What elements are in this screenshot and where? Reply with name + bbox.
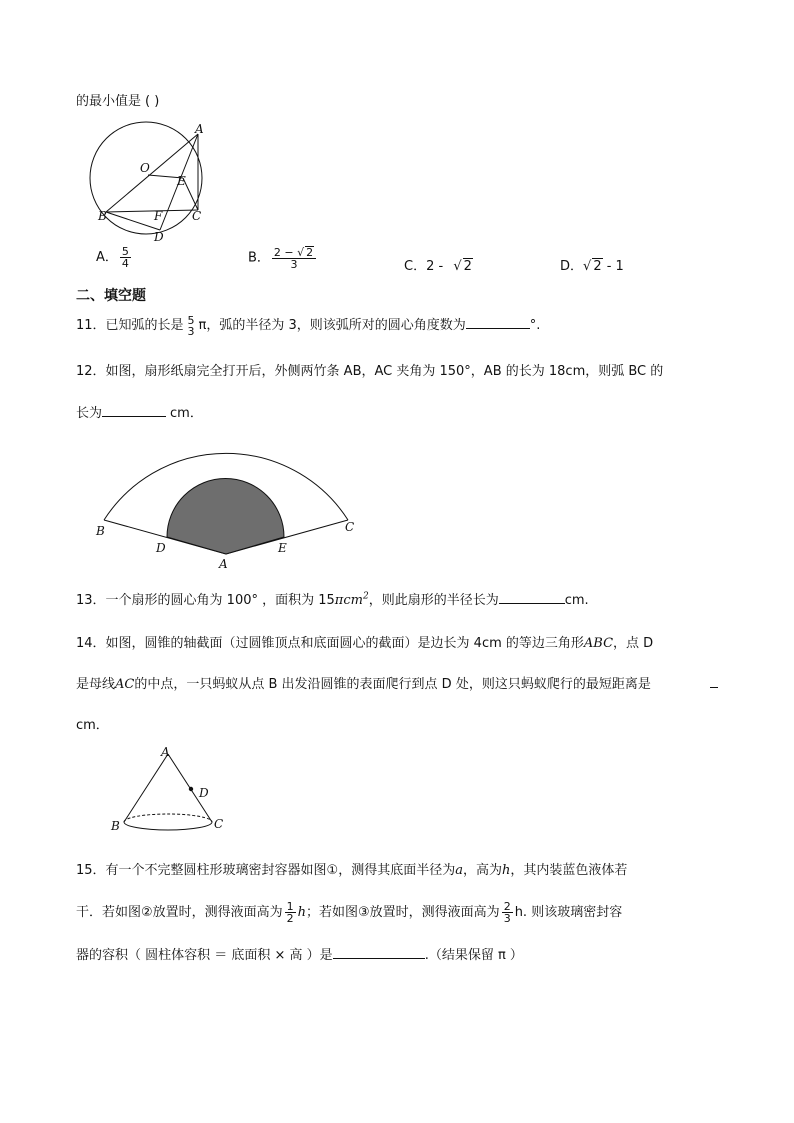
sqrt-symbol: √: [453, 259, 462, 274]
q12-line1: 12．如图，扇形纸扇完全打开后，外侧两竹条 AB，AC 夹角为 150°，AB 的长为 18cm，则弧 BC 的: [76, 364, 664, 379]
label-B: B: [96, 524, 105, 538]
q15-line1: 15．有一个不完整圆柱形玻璃密封容器如图①，测得其底面半径为a，高为h，其内装蓝色液体若: [76, 863, 628, 878]
label-D: D: [156, 541, 166, 555]
q14-line1: 14．如图，圆锥的轴截面（过圆锥顶点和底面圆心的截面）是边长为 4cm 的等边三角形ABC，点 D: [76, 636, 654, 651]
option-a[interactable]: A． $\frac{5}{4}$: [96, 245, 129, 270]
answer-blank[interactable]: [466, 315, 530, 329]
label-E: E: [177, 174, 186, 188]
fraction: $\frac{5}{4}$: [121, 245, 129, 270]
answer-blank[interactable]: [333, 945, 425, 959]
label-A: A: [219, 557, 228, 568]
q14-cone-figure: [106, 744, 236, 836]
label-D: D: [199, 786, 209, 800]
label-E: E: [278, 541, 287, 555]
answer-parenthesis: ( ): [145, 94, 160, 109]
section-title: 二、填空题: [76, 288, 146, 304]
q15-line3: 器的容积（ 圆柱体容积 ＝ 底面积 × 高 ）是 .（结果保留 π ）: [76, 944, 523, 963]
label-O: O: [140, 161, 150, 175]
q13: 13．一个扇形的圆心角为 100° ，面积为 15πcm$^2$，则此扇形的半径长为 cm.: [76, 591, 589, 608]
answer-blank[interactable]: [499, 590, 565, 604]
label-A: A: [161, 745, 170, 759]
label-C: C: [214, 817, 224, 831]
q14-line3: cm．: [76, 718, 109, 733]
sqrt-symbol: √: [583, 259, 592, 274]
q10-question-tail: 的最小值是 ( ): [76, 94, 160, 109]
q15-line2: 干．若如图②放置时，测得液面高为 $\frac{1}{2}$ h；若如图③放置时，测得液面高为 $\frac{2}{3}$ h. 则该玻璃密封容: [76, 900, 623, 925]
q10-circle-figure: [88, 120, 218, 245]
q12-line2: 长为 cm．: [76, 402, 203, 421]
q11: 11．已知弧的长是 5 3 π，弧的半径为 3，则该弧所对的圆心角度数为 °.: [76, 313, 541, 338]
label-C: C: [345, 520, 355, 534]
answer-blank[interactable]: [710, 674, 718, 688]
label-B: B: [98, 209, 107, 223]
label-C: C: [192, 209, 202, 223]
option-b[interactable]: B． $\frac{2 - √ 2}{3}$: [248, 246, 318, 270]
q14-line2: 是母线AC的中点，一只蚂蚁从点 B 出发沿圆锥的表面爬行到点 D 处，则这只蚂蚁爬行的最短距离是: [76, 677, 651, 692]
label-A: A: [195, 122, 204, 136]
fraction: $\frac{2 - √ 2}{3}$: [272, 246, 316, 270]
answer-blank[interactable]: [102, 403, 166, 417]
label-D: D: [154, 230, 164, 244]
option-d[interactable]: D．√ 2 - 1: [560, 259, 624, 274]
fraction: 5 3: [187, 313, 195, 338]
point-D: [189, 787, 193, 791]
fraction: $\frac{1}{2}$: [286, 900, 294, 925]
option-c[interactable]: C．2 - √ 2: [404, 259, 472, 274]
fraction: $\frac{2}{3}$: [503, 900, 511, 925]
label-B: B: [111, 819, 120, 833]
label-F: F: [154, 209, 163, 223]
q12-fan-figure: [92, 418, 372, 568]
sqrt-symbol: √: [297, 246, 305, 259]
